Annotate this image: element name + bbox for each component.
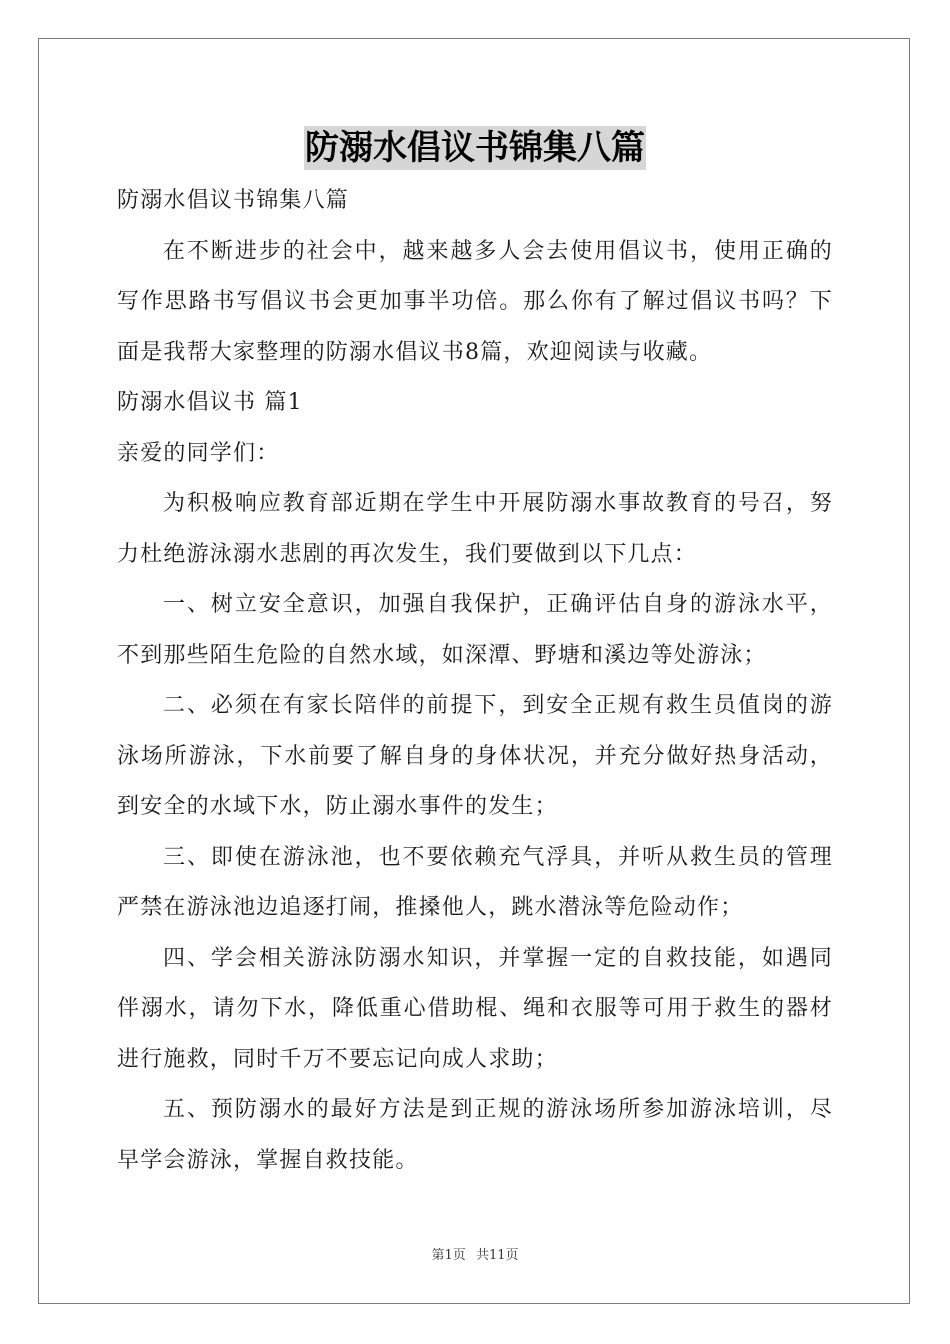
salutation: 亲爱的同学们： [117, 440, 280, 466]
page-total: 共11页 [475, 1248, 519, 1263]
body-paragraph: 三、即使在游泳池，也不要依赖充气浮具，并听从救生员的管理严禁在游泳池边追逐打闹，推搡他人，跳水潜泳等危险动作； [117, 844, 833, 920]
page-number: 第1页 [431, 1248, 466, 1263]
section-heading: 防溺水倡议书 篇1 [117, 390, 303, 415]
body-paragraph: 二、必须在有家长陪伴的前提下，到安全正规有救生员值岗的游泳场所游泳，下水前要了解自身的身体状况，并充分做好热身活动，到安全的水域下水，防止溺水事件的发生； [117, 693, 833, 819]
body-paragraph: 为积极响应教育部近期在学生中开展防溺水事故教育的号召，努力杜绝游泳溺水悲剧的再次发生，我们要做到以下几点： [117, 491, 833, 567]
subtitle-line: 防溺水倡议书锦集八篇 [117, 188, 350, 213]
page-footer [0, 1244, 950, 1263]
title-area [0, 126, 950, 170]
body-paragraph: 四、学会相关游泳防溺水知识，并掌握一定的自救技能，如遇同伴溺水，请勿下水，降低重心借助棍、绳和衣服等可用于救生的器材进行施救，同时千万不要忘记向成人求助； [117, 945, 833, 1072]
body-paragraph: 一、树立安全意识，加强自我保护，正确评估自身的游泳水平，不到那些陌生危险的自然水域，如深潭、野塘和溪边等处游泳； [117, 592, 833, 668]
body-paragraph: 五、预防溺水的最好方法是到正规的游泳场所参加游泳培训，尽早学会游泳，掌握自救技能。 [117, 1097, 833, 1173]
intro-paragraph: 在不断进步的社会中，越来越多人会去使用倡议书，使用正确的写作思路书写倡议书会更加事半功倍。那么你有了解过倡议书吗？下面是我帮大家整理的防溺水倡议书8篇，欢迎阅读与收藏。 [117, 238, 833, 365]
document-title: 防溺水倡议书锦集八篇 [305, 128, 645, 168]
document-body [117, 176, 833, 1186]
